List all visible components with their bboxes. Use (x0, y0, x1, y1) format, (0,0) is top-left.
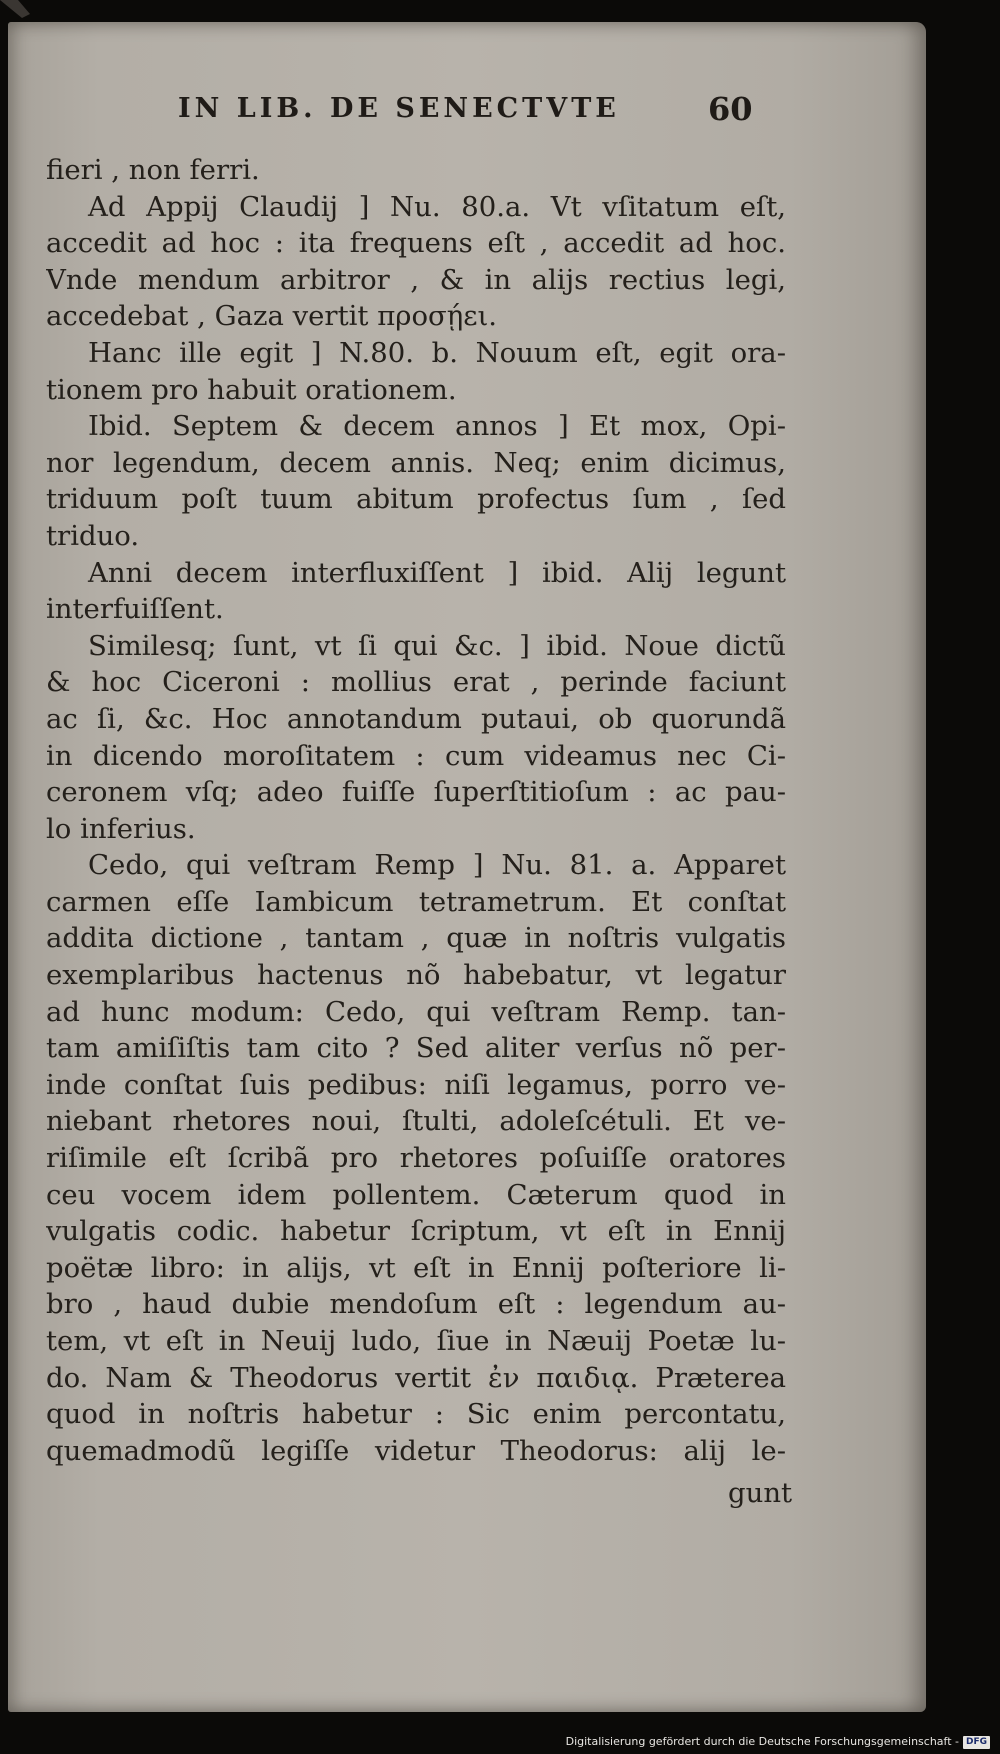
text-line: in dicendo moroſitatem : cum videamus nec Ci- (46, 739, 786, 772)
text-line: quod in noſtris habetur : Sic enim percontatu, (46, 1398, 786, 1431)
text-line: ceronem vſq; adeo fuiſſe ſuperſtitioſum : ac pau- (46, 776, 786, 809)
text-line: do. Nam & Theodorus vertit ἐν παιδιᾳ. Præterea (46, 1361, 786, 1394)
text-line: fieri , non ferri. (46, 154, 260, 186)
text-line: triduo. (46, 519, 140, 552)
text-line: interfuiſſent. (46, 593, 224, 626)
text-line: Ibid. Septem & decem annos ] Et mox, Opi- (88, 410, 786, 443)
commentary-text (46, 152, 786, 1469)
text-line: tem, vt eſt in Neuij ludo, ſiue in Næuij Poetæ lu- (46, 1325, 786, 1357)
text-line: triduum poſt tuum abitum profectus ſum , ſed (46, 483, 786, 516)
text-line: bro , haud dubie mendoſum eſt : legendum au- (46, 1288, 786, 1321)
text-line: accedit ad hoc : ita frequens eſt , accedit ad hoc. (46, 227, 786, 260)
text-line: addita dictione , tantam , quæ in noſtris vulgatis (46, 922, 786, 955)
text-line: nor legendum, decem annis. Neq; enim dicimus, (46, 446, 786, 479)
catchword: gunt (728, 1477, 793, 1509)
text-line: ceu vocem idem pollentem. Cæterum quod in (46, 1178, 786, 1211)
text-line: quemadmodũ legiſſe videtur Theodorus: alij le- (46, 1434, 786, 1467)
footer-credit: Digitalisierung gefördert durch die Deutsche Forschungsgemeinschaft - (565, 1735, 959, 1748)
text-line: tionem pro habuit orationem. (46, 373, 457, 406)
text-line: Anni decem interfluxiſſent ] ibid. Alij legunt (88, 556, 786, 589)
text-line: ad hunc modum: Cedo, qui veſtram Remp. tan- (46, 995, 786, 1028)
digitization-footer (566, 1734, 990, 1750)
text-line: vulgatis codic. habetur ſcriptum, vt eſt in Ennij (46, 1215, 786, 1248)
text-line: ac ſi, &c. Hoc annotandum putaui, ob quorundã (46, 702, 786, 735)
text-line: lo inferius. (46, 812, 196, 845)
text-line: exemplaribus hactenus nõ habebatur, vt legatur (46, 959, 786, 992)
text-line: carmen eſſe Iambicum tetrametrum. Et conſtat (46, 885, 786, 918)
page-number: 60 (708, 90, 753, 128)
text-line: tam amiſiſtis tam cito ? Sed aliter verſus nõ per- (46, 1032, 786, 1065)
text-line: riſimile eſt ſcribã pro rhetores poſuiſſe oratores (46, 1142, 786, 1175)
book-page (8, 22, 926, 1712)
text-line: inde conſtat ſuis pedibus: niſi legamus, porro ve- (46, 1068, 786, 1101)
text-line: Vnde mendum arbitror , & in alijs rectius legi, (46, 263, 786, 296)
running-head: IN LIB. DE SENECTVTE (178, 93, 620, 124)
text-line: Similesq; ſunt, vt ſi qui &c. ] ibid. Noue dictũ (88, 629, 786, 662)
text-line: niebant rhetores noui, ſtulti, adoleſcétuli. Et ve- (46, 1105, 786, 1138)
text-line: Cedo, qui veſtram Remp ] Nu. 81. a. Apparet (88, 849, 786, 882)
text-line: Hanc ille egit ] N.80. b. Nouum eſt, egit ora- (88, 336, 786, 369)
text-line: Ad Appij Claudij ] Nu. 80.a. Vt vſitatum eſt, (88, 190, 786, 223)
text-line: poëtæ libro: in alijs, vt eſt in Ennij poſteriore li- (46, 1251, 786, 1284)
dfg-logo-icon: DFG (963, 1736, 990, 1749)
text-line: & hoc Ciceroni : mollius erat , perinde faciunt (46, 666, 786, 699)
text-line: accedebat , Gaza vertit προσῄει. (46, 300, 498, 333)
